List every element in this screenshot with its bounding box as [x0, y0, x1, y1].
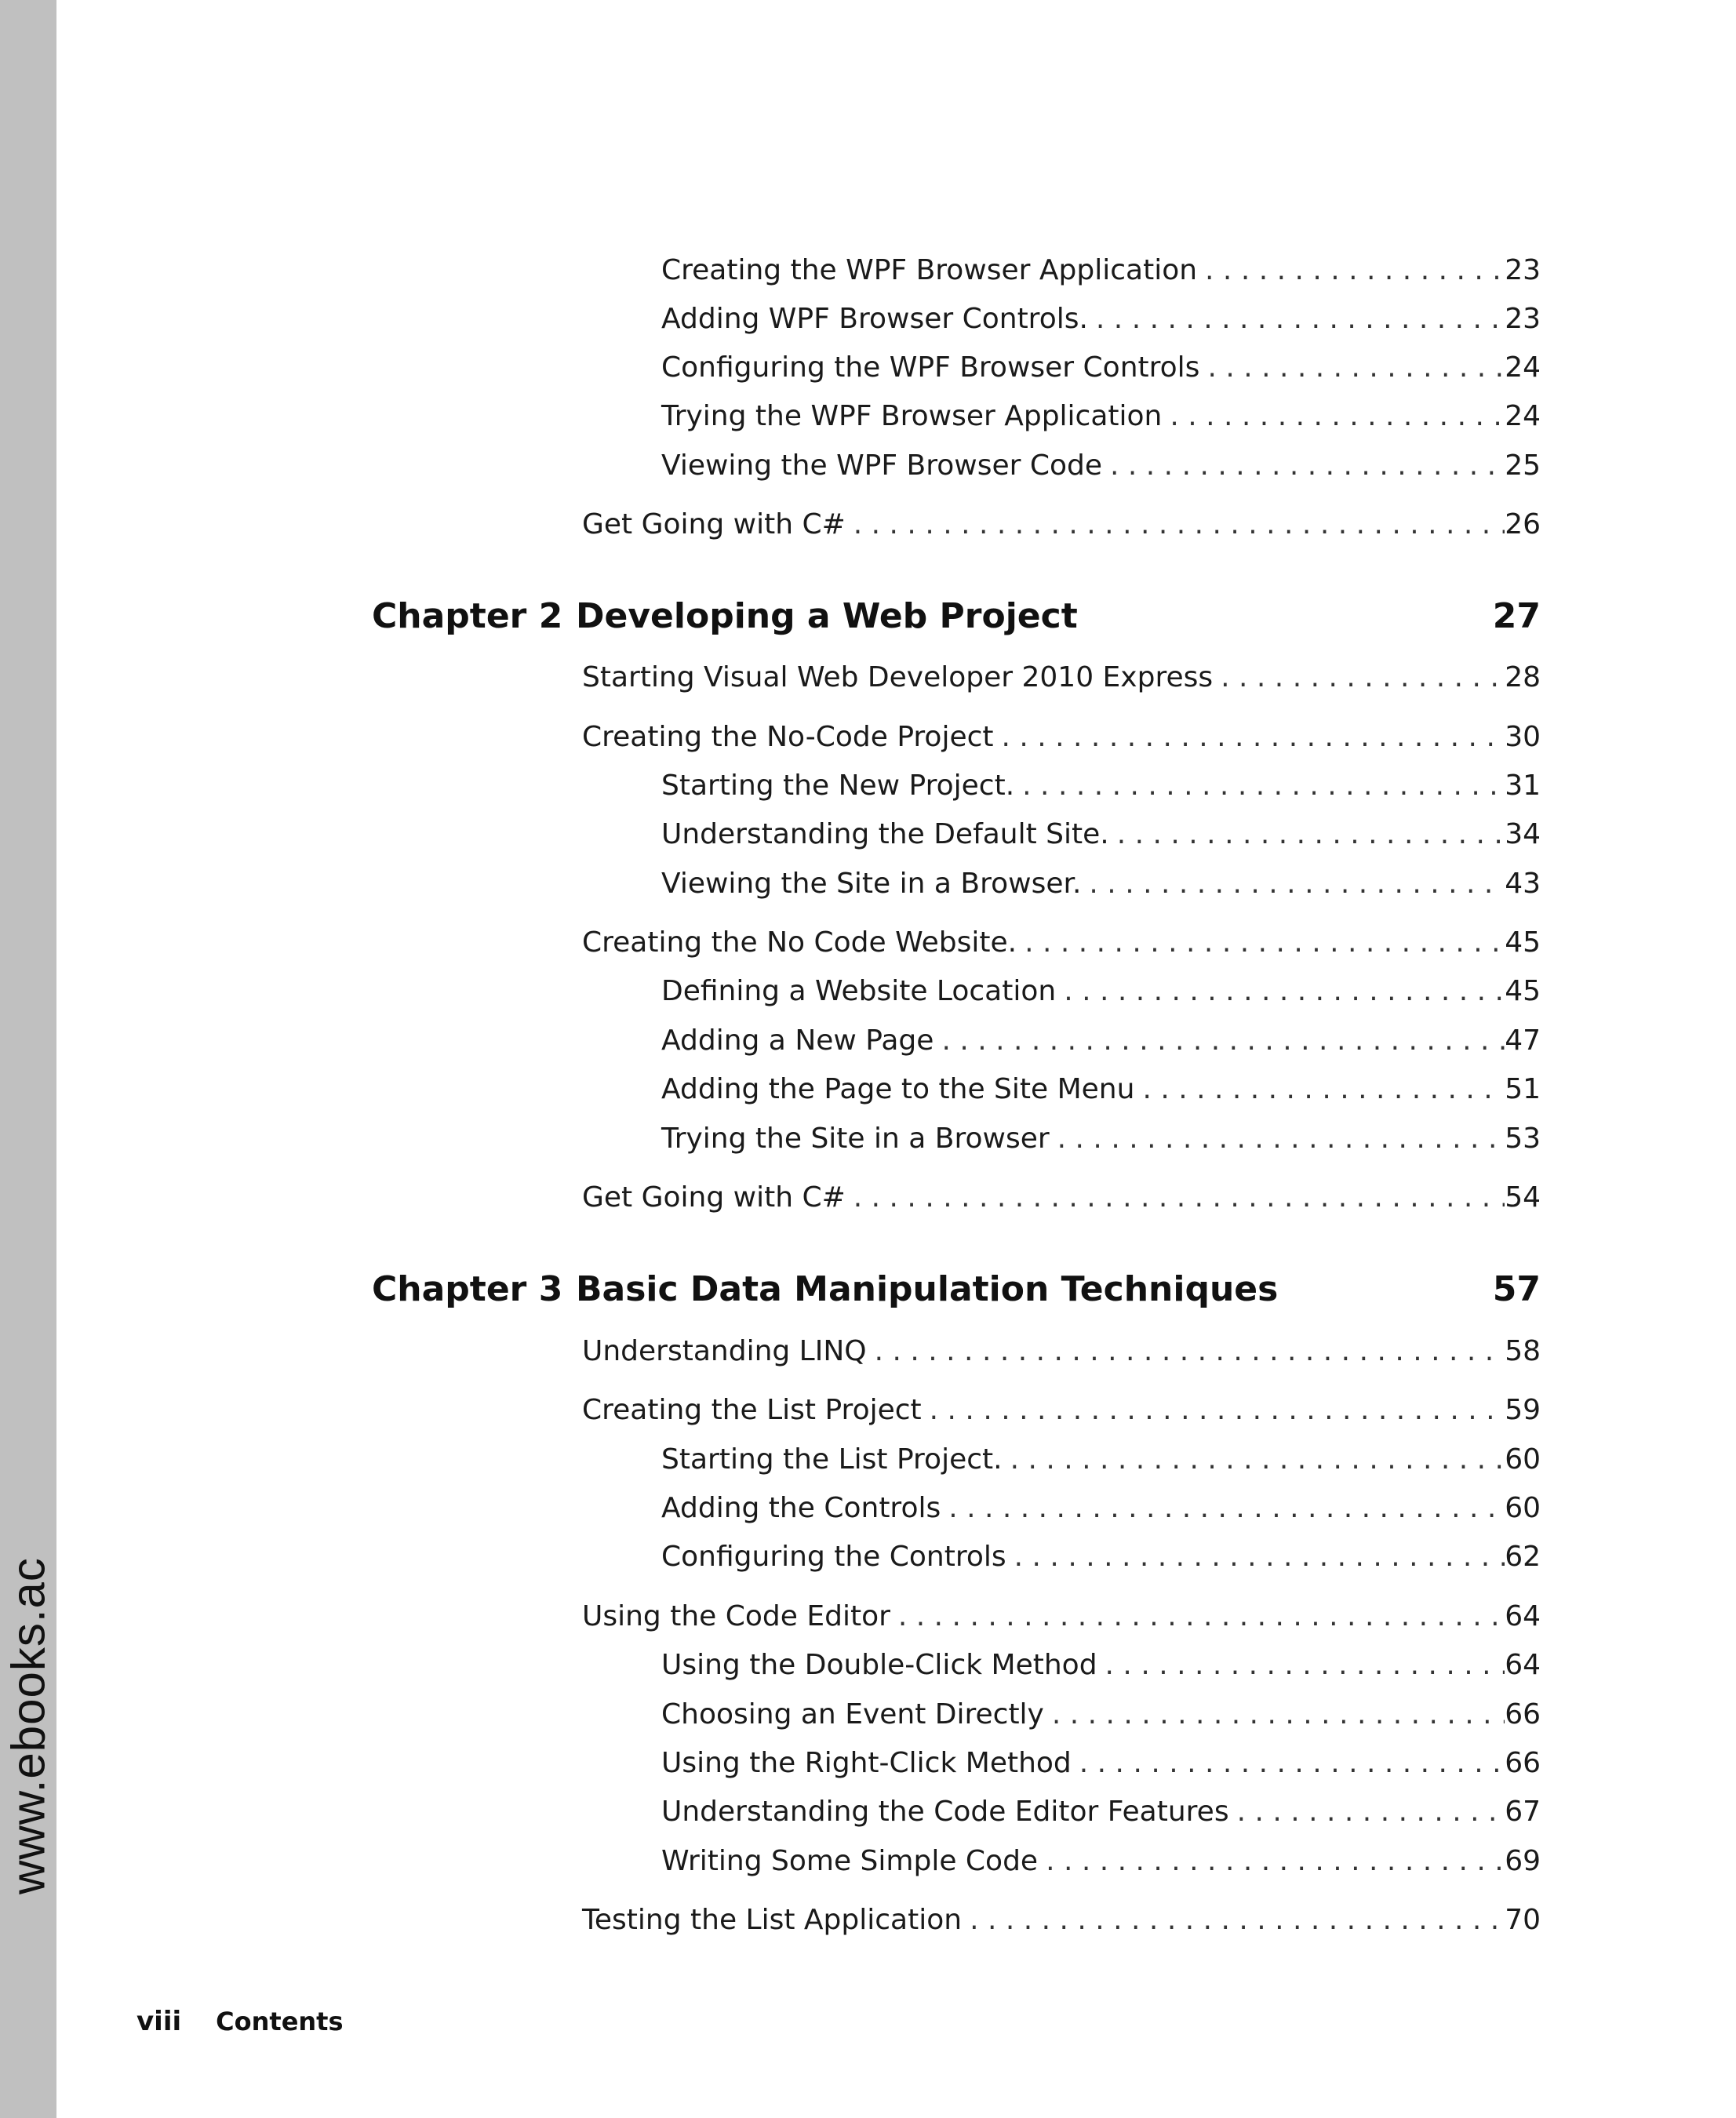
toc-entry-title: Defining a Website Location: [661, 975, 1057, 1007]
toc-entry-page: 24: [1505, 400, 1541, 432]
toc-entry-page: 60: [1505, 1492, 1541, 1524]
toc-entry-page: 45: [1505, 926, 1541, 959]
toc-entry-title: Get Going with C#: [582, 508, 846, 540]
chapter-heading[interactable]: [372, 596, 1541, 637]
toc-entry[interactable]: [661, 253, 1541, 288]
toc-entry[interactable]: [661, 974, 1541, 1009]
toc-entry-title: Adding a New Page: [661, 1024, 934, 1057]
toc-entry-title: Using the Double-Click Method: [661, 1649, 1097, 1681]
toc-entry[interactable]: [661, 769, 1541, 803]
toc-entry-page: 62: [1505, 1541, 1541, 1573]
dot-leader: [941, 1491, 1505, 1526]
dot-leader: [1229, 1795, 1505, 1829]
chapter-label: Chapter 2: [372, 596, 563, 636]
chapter-page: 57: [1492, 1269, 1541, 1309]
dot-leader: [867, 1334, 1505, 1369]
dot-leader: [994, 720, 1505, 755]
chapter-heading[interactable]: [372, 1269, 1541, 1310]
toc-entry[interactable]: [661, 1698, 1541, 1732]
toc-entry-page: 53: [1505, 1123, 1541, 1155]
toc-entry[interactable]: [661, 449, 1541, 483]
toc-entry[interactable]: [661, 1795, 1541, 1829]
footer-page-number: viii: [136, 2006, 182, 2037]
toc-entry-page: 23: [1505, 303, 1541, 335]
toc-entry-page: 30: [1505, 721, 1541, 753]
dot-leader: [1109, 817, 1505, 852]
toc-entry-title: Creating the List Project: [582, 1394, 922, 1426]
toc-entry-title: Creating the WPF Browser Application: [661, 254, 1198, 286]
dot-leader: [1088, 302, 1505, 337]
footer-section-label: Contents: [216, 2007, 344, 2036]
toc-entry-page: 70: [1505, 1904, 1541, 1936]
toc-entry-title: Adding the Page to the Site Menu: [661, 1073, 1135, 1105]
dot-leader: [1017, 926, 1505, 960]
dot-leader: [1097, 1648, 1505, 1683]
dot-leader: [890, 1599, 1505, 1634]
chapter-title: Developing a Web Project: [576, 596, 1078, 636]
toc-entry-page: 64: [1505, 1649, 1541, 1681]
toc-entry-title: Configuring the Controls: [661, 1541, 1006, 1573]
toc-entry-page: 45: [1505, 975, 1541, 1007]
toc-entry-title: Writing Some Simple Code: [661, 1845, 1039, 1877]
toc-entry[interactable]: [661, 399, 1541, 434]
toc-entry-page: 59: [1505, 1394, 1541, 1426]
toc-entry-page: 34: [1505, 818, 1541, 850]
toc-entry[interactable]: [661, 1072, 1541, 1107]
toc-entry-page: 51: [1505, 1073, 1541, 1105]
toc-entry-page: 24: [1505, 351, 1541, 384]
toc-entry-title: Trying the Site in a Browser: [661, 1123, 1050, 1155]
toc-entry-page: 66: [1505, 1747, 1541, 1779]
toc-entry[interactable]: [582, 1903, 1541, 1938]
toc-entry-title: Understanding the Code Editor Features: [661, 1796, 1229, 1828]
toc-entry-page: 60: [1505, 1443, 1541, 1476]
toc-entry-title: Configuring the WPF Browser Controls: [661, 351, 1200, 384]
toc-entry[interactable]: [661, 1844, 1541, 1879]
toc-entry[interactable]: [582, 1393, 1541, 1428]
toc-entry-page: 25: [1505, 449, 1541, 482]
dot-leader: [846, 1181, 1505, 1215]
toc-entry-page: 28: [1505, 661, 1541, 693]
chapter-label: Chapter 3: [372, 1269, 563, 1309]
toc-entry-title: Adding WPF Browser Controls.: [661, 303, 1088, 335]
dot-leader: [1006, 1540, 1505, 1574]
toc-entry-page: 69: [1505, 1845, 1541, 1877]
toc-entry-page: 67: [1505, 1796, 1541, 1828]
toc-entry[interactable]: [661, 1540, 1541, 1574]
toc-entry-title: Get Going with C#: [582, 1181, 846, 1214]
toc-entry-title: Using the Right-Click Method: [661, 1747, 1072, 1779]
toc-entry[interactable]: [582, 926, 1541, 960]
dot-leader: [1199, 351, 1505, 385]
toc-entry-title: Trying the WPF Browser Application: [661, 400, 1163, 432]
toc-entry-title: Creating the No Code Website.: [582, 926, 1017, 959]
dot-leader: [1213, 661, 1505, 695]
dot-leader: [1072, 1746, 1505, 1781]
chapter-title: Basic Data Manipulation Techniques: [576, 1269, 1279, 1309]
toc-entry[interactable]: [661, 1443, 1541, 1477]
dot-leader: [962, 1903, 1505, 1938]
dot-leader: [1162, 399, 1505, 434]
toc-entry-title: Testing the List Application: [582, 1904, 963, 1936]
toc-entry[interactable]: [661, 1648, 1541, 1683]
toc-entry-title: Starting the List Project.: [661, 1443, 1003, 1476]
toc-entry-page: 64: [1505, 1600, 1541, 1632]
toc-entry[interactable]: [661, 302, 1541, 337]
toc-entry-title: Adding the Controls: [661, 1492, 941, 1524]
toc-entry-page: 66: [1505, 1698, 1541, 1730]
dot-leader: [934, 1024, 1505, 1058]
dot-leader: [1038, 1844, 1505, 1879]
toc-entry[interactable]: [582, 1181, 1541, 1215]
toc-entry-page: 26: [1505, 508, 1541, 540]
dot-leader: [1102, 449, 1505, 483]
toc-entry[interactable]: [582, 1599, 1541, 1634]
dot-leader: [846, 508, 1505, 542]
dot-leader: [1014, 769, 1505, 803]
dot-leader: [1081, 867, 1505, 901]
toc-entry[interactable]: [661, 867, 1541, 901]
dot-leader: [1044, 1698, 1505, 1732]
toc-entry[interactable]: [661, 1122, 1541, 1156]
toc-entry-title: Understanding LINQ: [582, 1335, 867, 1367]
toc-entry-page: 43: [1505, 868, 1541, 900]
toc-entry[interactable]: [661, 1024, 1541, 1058]
dot-leader: [1134, 1072, 1505, 1107]
dot-leader: [1197, 253, 1505, 288]
toc-entry-page: 54: [1505, 1181, 1541, 1214]
toc-entry-page: 31: [1505, 770, 1541, 802]
toc-entry-title: Viewing the WPF Browser Code: [661, 449, 1103, 482]
toc-entry-title: Creating the No-Code Project: [582, 721, 994, 753]
toc-entry-page: 47: [1505, 1024, 1541, 1057]
toc-entry[interactable]: [661, 1491, 1541, 1526]
toc-entry-title: Viewing the Site in a Browser.: [661, 868, 1082, 900]
toc-entry-page: 58: [1505, 1335, 1541, 1367]
toc-entry[interactable]: [661, 817, 1541, 852]
dot-leader: [1056, 974, 1505, 1009]
toc-entry[interactable]: [582, 661, 1541, 695]
toc-entry-title: Starting Visual Web Developer 2010 Express: [582, 661, 1214, 693]
toc-entry[interactable]: [582, 1334, 1541, 1369]
toc-entry-title: Using the Code Editor: [582, 1600, 890, 1632]
toc-entry-page: 23: [1505, 254, 1541, 286]
toc-entry[interactable]: [661, 351, 1541, 385]
dot-leader: [1003, 1443, 1505, 1477]
page-footer: [136, 2006, 344, 2037]
toc-entry[interactable]: [661, 1746, 1541, 1781]
dot-leader: [922, 1393, 1505, 1428]
toc-entry-title: Understanding the Default Site.: [661, 818, 1109, 850]
toc-entry-title: Starting the New Project.: [661, 770, 1015, 802]
dot-leader: [1050, 1122, 1505, 1156]
watermark-text: www.ebooks.ac: [2, 1557, 55, 1894]
left-margin-band: [0, 0, 56, 2118]
toc-entry[interactable]: [582, 508, 1541, 542]
toc-entry[interactable]: [582, 720, 1541, 755]
chapter-page: 27: [1492, 596, 1541, 636]
toc-entry-title: Choosing an Event Directly: [661, 1698, 1044, 1730]
